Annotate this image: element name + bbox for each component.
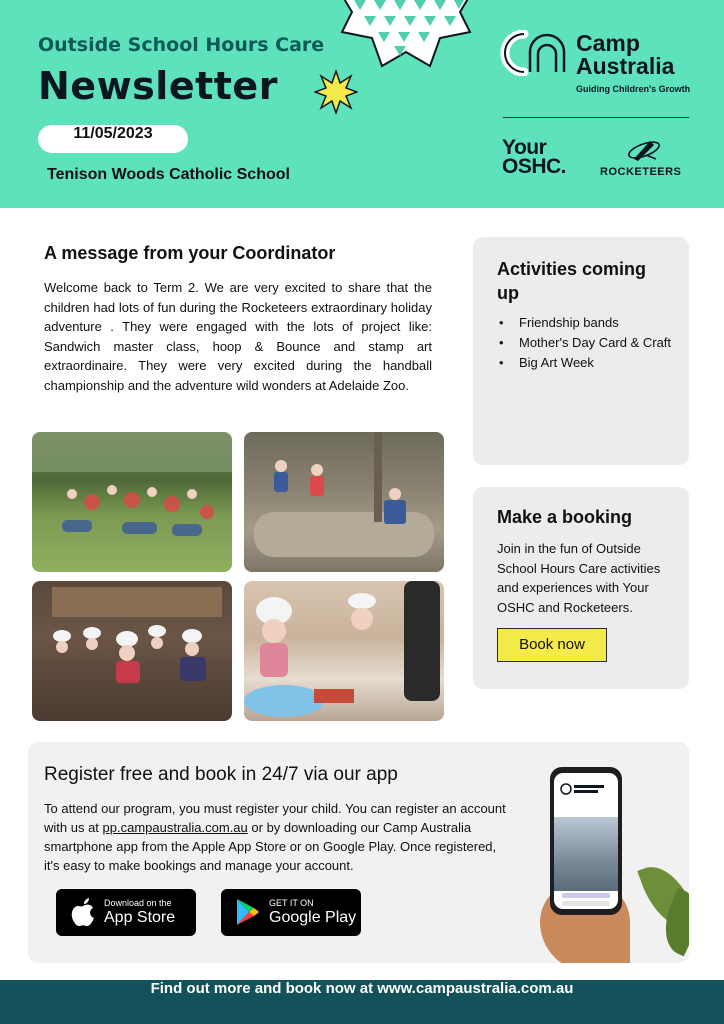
- app-buttons: [554, 891, 618, 909]
- header-divider: [503, 117, 689, 118]
- list-item: • Mother's Day Card & Craft: [499, 335, 672, 350]
- bullet-icon: •: [499, 355, 504, 370]
- app-store-button[interactable]: Download on the App Store: [56, 889, 196, 936]
- coordinator-message-body: Welcome back to Term 2. We are very excited to share that the children had lots of fun during the Rocketeers extraordinary holiday adventure . They were engaged with the lots of project like: Sandwich master class, hoop & Bounce and stamp art extraordinaire. They were very excited during the handball championship and the adventure wild wonders at Adelaide Zoo.: [44, 280, 432, 393]
- rocket-icon: [624, 137, 664, 163]
- page-title: Newsletter: [38, 64, 278, 108]
- booking-title: Make a booking: [497, 507, 633, 527]
- phone-mockup: [550, 767, 622, 915]
- coordinator-message-title: A message from your Coordinator: [44, 243, 336, 263]
- photo-kids-on-rock: [244, 432, 444, 572]
- activities-card: [473, 237, 689, 465]
- app-section-body: To attend our program, you must register your child. You can register an account with us at pp.campaustralia.com.au or by downloading our Camp Australia smartphone app from the Apple App Store or on Google Play. Once registered, it's easy to make bookings and manage your account.: [44, 801, 506, 873]
- list-item: • Big Art Week: [499, 355, 594, 370]
- google-play-icon: [235, 898, 259, 926]
- activities-list: [497, 313, 677, 373]
- app-register-panel: [28, 742, 689, 963]
- book-now-button[interactable]: Book now: [497, 628, 607, 662]
- camp-australia-logo-icon: [500, 30, 570, 76]
- photo-group-outdoor: [32, 432, 232, 572]
- header-subtitle: Outside School Hours Care: [38, 34, 325, 56]
- booking-card: [473, 487, 689, 689]
- google-play-button[interactable]: GET IT ON Google Play: [221, 889, 361, 936]
- booking-text: Join in the fun of Outside School Hours Care activities and experiences with Your OSHC and Rocketeers.: [497, 541, 661, 615]
- rocketeers-logo-text: ROCKETEERS: [600, 166, 682, 178]
- apple-icon: [70, 898, 96, 928]
- list-item: • Friendship bands: [499, 315, 619, 330]
- your-oshc-logo: Your OSHC.: [502, 136, 567, 178]
- registration-link[interactable]: pp.campaustralia.com.au: [102, 820, 248, 835]
- bullet-icon: •: [499, 335, 504, 350]
- brand-tagline: Guiding Children's Growth: [576, 84, 691, 94]
- app-logo-icon: [554, 773, 618, 817]
- footer-banner[interactable]: Find out more and book now at www.campaustralia.com.au: [0, 980, 724, 1024]
- triangle-pattern-badge: [340, 0, 472, 74]
- bullet-icon: •: [499, 315, 504, 330]
- activities-title: Activities coming up: [497, 259, 647, 303]
- brand-name: Camp Australia: [576, 30, 675, 79]
- newsletter-header: [0, 0, 724, 208]
- photo-chef-hats-indoor: [32, 581, 232, 721]
- photo-cooking-activity: [244, 581, 444, 721]
- school-name: Tenison Woods Catholic School: [47, 166, 290, 183]
- date-badge: 11/05/2023: [38, 125, 188, 153]
- app-section-title: Register free and book in 24/7 via our app: [44, 764, 398, 785]
- sunburst-icon: [314, 70, 358, 114]
